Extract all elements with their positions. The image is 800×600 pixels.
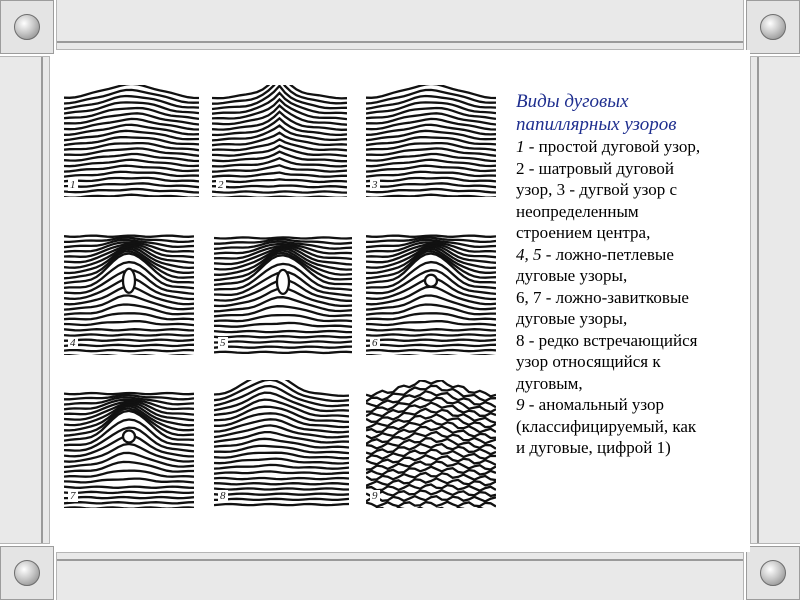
ridge-line	[64, 195, 199, 197]
ridge-line	[214, 341, 352, 342]
fingerprint-label: 3	[372, 179, 378, 191]
caption-line-number: 1	[516, 137, 525, 156]
ridge-line	[64, 166, 199, 172]
ridge-line	[214, 494, 349, 495]
fingerprint-ridges	[64, 220, 194, 355]
ridge-line	[366, 183, 496, 187]
ridge-line	[366, 490, 496, 496]
fingerprint-label: 7	[70, 490, 76, 502]
fingerprint-label: 6	[372, 337, 378, 349]
ridge-line	[366, 334, 496, 335]
caption-line-text: и дуговые, цифрой 1)	[516, 438, 671, 457]
frame-right	[750, 56, 800, 544]
ridge-line	[366, 166, 496, 172]
ridge-line	[366, 172, 496, 177]
frame-corner-bottom-left	[0, 546, 54, 600]
caption-line-text: строением центра,	[516, 223, 651, 242]
caption-line	[516, 373, 756, 395]
caption-description	[516, 136, 756, 459]
caption-line-number: 9	[516, 395, 525, 414]
ridge-line	[366, 178, 496, 182]
caption-line	[516, 416, 756, 438]
ridge-line	[64, 183, 199, 187]
frame-left	[0, 56, 50, 544]
caption-title-line-1: Виды дуговых	[516, 91, 629, 112]
frame-top	[56, 0, 744, 50]
ridge-line	[214, 478, 349, 479]
caption-line	[516, 287, 756, 309]
fingerprint-ridges	[366, 380, 496, 508]
knob-icon	[760, 14, 786, 40]
fingerprint-ridges	[366, 85, 496, 197]
fingerprint-image-2	[212, 85, 347, 197]
fingerprint-image-9	[366, 380, 496, 508]
caption-line-text: дуговые узоры,	[516, 266, 628, 285]
caption-line-text: - аномальный узор	[524, 395, 665, 414]
caption	[516, 50, 756, 459]
ridge-line	[212, 191, 347, 192]
ridge-line	[366, 345, 496, 346]
fingerprint-ridges	[366, 220, 496, 355]
ridge-line	[366, 329, 496, 330]
knob-icon	[760, 560, 786, 586]
frame-corner-bottom-right	[746, 546, 800, 600]
knob-icon	[14, 560, 40, 586]
caption-line	[516, 158, 756, 180]
knob-icon	[14, 14, 40, 40]
ridge-line	[64, 487, 194, 488]
ridge-line	[64, 497, 194, 498]
caption-line-text: неопределенным	[516, 201, 639, 221]
ridge-core	[123, 269, 135, 293]
fingerprint-label: 4	[70, 337, 76, 349]
caption-line	[516, 179, 756, 201]
caption-line	[516, 201, 756, 223]
caption-line	[516, 437, 756, 459]
ridge-line	[212, 186, 347, 188]
caption-title-line-2: папиллярных узоров	[516, 114, 677, 135]
fingerprint-image-6	[366, 220, 496, 355]
ridge-core	[277, 270, 289, 294]
ridge-line	[214, 331, 352, 332]
ridge-line	[64, 345, 194, 346]
ridge-line	[64, 350, 194, 351]
fingerprint-label: 8	[220, 490, 226, 502]
ridge-line	[214, 336, 352, 337]
ridge-line	[366, 350, 496, 351]
fingerprint-image-5	[214, 222, 352, 355]
ridge-line	[64, 321, 194, 325]
ridge-line	[366, 189, 496, 193]
ridge-line	[64, 492, 194, 493]
fingerprint-ridges	[64, 378, 194, 508]
fingerprint-ridges	[214, 380, 349, 508]
caption-line	[516, 394, 756, 416]
ridge-line	[366, 195, 496, 197]
fingerprint-ridges	[212, 85, 347, 197]
ridge-line	[212, 112, 347, 130]
ridge-line	[366, 502, 496, 507]
ridge-line	[214, 453, 349, 459]
ridge-line	[214, 499, 349, 500]
frame-bottom	[56, 552, 744, 600]
ridge-line	[214, 465, 349, 469]
ridge-core	[123, 431, 135, 443]
ridge-line	[214, 483, 349, 484]
caption-line-text: дуговые узоры,	[516, 309, 628, 328]
caption-line-text: 2 - шатровый дуговой	[516, 158, 674, 178]
ridge-line	[64, 334, 194, 335]
caption-line	[516, 330, 756, 352]
caption-line	[516, 351, 756, 373]
ridge-line	[212, 179, 347, 182]
caption-line-text: - простой дуговой узор,	[524, 137, 701, 156]
ridge-line	[64, 479, 194, 483]
ridge-line	[214, 504, 349, 505]
frame-corner-top-right	[746, 0, 800, 54]
caption-line	[516, 308, 756, 330]
ridge-line	[212, 173, 347, 177]
ridge-line	[64, 172, 199, 177]
caption-line-number: 4, 5	[516, 244, 542, 264]
ridge-line	[64, 502, 194, 503]
ridge-line	[214, 323, 352, 327]
caption-line-text: дуговым,	[516, 373, 583, 393]
ridge-line	[64, 507, 194, 508]
caption-line-text: - ложно-петлевые	[541, 244, 674, 264]
fingerprint-image-3	[366, 85, 496, 197]
fingerprint-image-1	[64, 85, 199, 197]
caption-line	[516, 222, 756, 244]
ridge-line	[214, 347, 352, 348]
fingerprint-ridges	[214, 222, 352, 355]
ridge-line	[366, 496, 496, 501]
caption-line-text: 6, 7 - ложно-завитковые	[516, 287, 689, 307]
ridge-line	[214, 471, 349, 474]
fingerprint-ridges	[64, 85, 199, 197]
fingerprint-image-8	[214, 380, 349, 508]
caption-line-text: узор относящийся к	[516, 352, 661, 371]
ridge-line	[366, 473, 496, 480]
fingerprint-label: 1	[70, 179, 76, 191]
ridge-line	[64, 329, 194, 330]
caption-line	[516, 136, 756, 158]
ridge-line	[64, 178, 199, 182]
caption-line	[516, 244, 756, 266]
fingerprint-image-7	[64, 378, 194, 508]
frame-corner-top-left	[0, 0, 54, 54]
slide-canvas	[56, 50, 750, 552]
fingerprint-image-4	[64, 220, 194, 355]
caption-line-text: 8 - редко встречающийся	[516, 330, 698, 350]
ridge-line	[214, 459, 349, 464]
caption-line-text: (классифицируемый, как	[516, 416, 697, 436]
ridge-line	[366, 321, 496, 325]
caption-line-text: узор, 3 - дугвой узор с	[516, 180, 678, 199]
ridge-line	[64, 189, 199, 193]
ridge-line	[214, 488, 349, 489]
ridge-line	[214, 352, 352, 353]
ridge-core	[425, 275, 437, 287]
fingerprint-label: 9	[372, 490, 378, 502]
fingerprint-label: 5	[220, 337, 226, 349]
ridge-line	[64, 340, 194, 341]
ridge-line	[366, 340, 496, 341]
fingerprint-label: 2	[218, 179, 224, 191]
caption-line	[516, 265, 756, 287]
